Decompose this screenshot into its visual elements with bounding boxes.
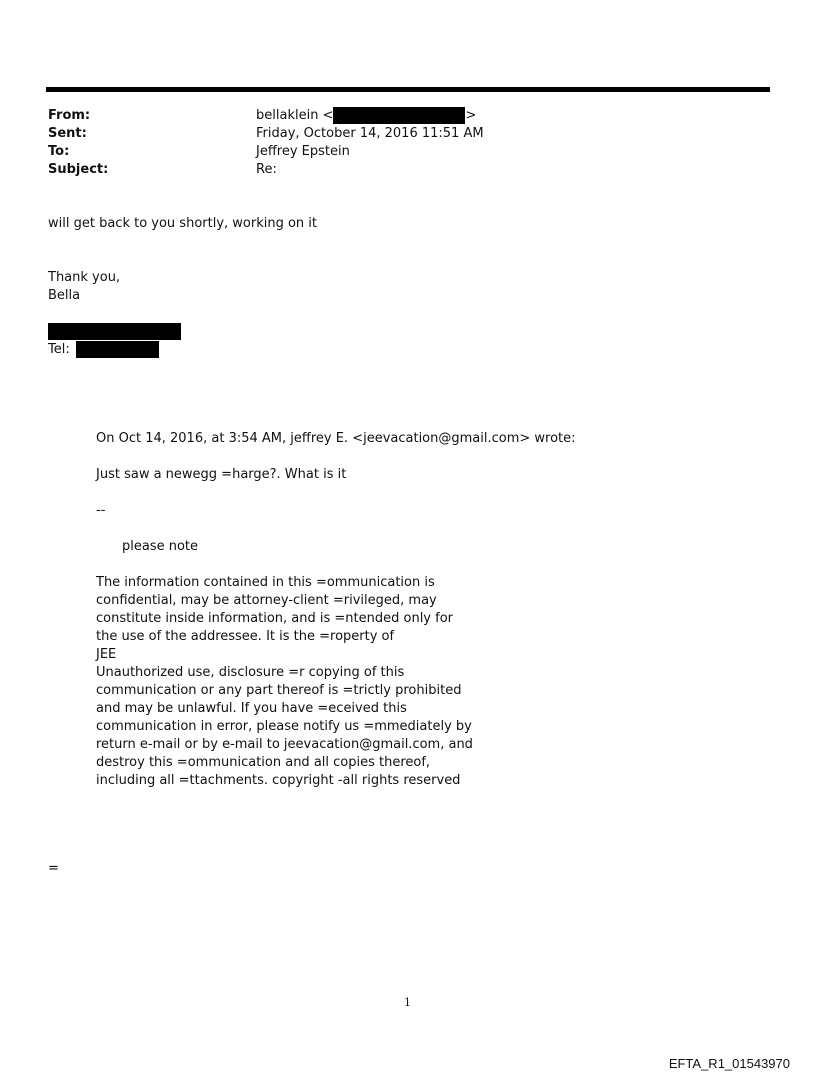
- disclaimer-line: the use of the addressee. It is the =roperty of: [96, 629, 395, 644]
- quoted-note: please note: [122, 539, 199, 554]
- disclaimer-line: The information contained in this =ommunication is: [96, 575, 435, 590]
- from-label: From:: [48, 108, 91, 123]
- signature-name: Bella: [48, 288, 81, 303]
- disclaimer-line: Unauthorized use, disclosure =r copying of this: [96, 665, 405, 680]
- redacted-email: [333, 107, 465, 124]
- trailing-mark: =: [48, 861, 59, 876]
- to-label: To:: [48, 144, 70, 159]
- disclaimer-line: JEE: [96, 647, 117, 662]
- sent-label: Sent:: [48, 126, 87, 141]
- body-message: will get back to you shortly, working on it: [48, 216, 318, 231]
- disclaimer-line: communication or any part thereof is =trictly prohibited: [96, 683, 462, 698]
- subject-label: Subject:: [48, 162, 109, 177]
- document-id: EFTA_R1_01543970: [668, 1056, 790, 1071]
- disclaimer-line: communication in error, please notify us =mmediately by: [96, 719, 472, 734]
- subject-value: Re:: [256, 162, 277, 177]
- disclaimer-line: confidential, may be attorney-client =rivileged, may: [96, 593, 437, 608]
- header-rule: [46, 87, 770, 92]
- page-number: 1: [404, 996, 411, 1009]
- from-value: bellaklein < >: [256, 108, 477, 123]
- disclaimer-line: including all =ttachments. copyright -all rights reserved: [96, 773, 461, 788]
- to-value: Jeffrey Epstein: [256, 144, 350, 159]
- quoted-separator: --: [96, 503, 106, 518]
- tel-label: Tel:: [48, 342, 70, 357]
- quoted-intro: On Oct 14, 2016, at 3:54 AM, jeffrey E. <jeevacation@gmail.com> wrote:: [96, 431, 576, 446]
- disclaimer-line: return e-mail or by e-mail to jeevacation@gmail.com, and: [96, 737, 473, 752]
- disclaimer: [96, 574, 473, 790]
- quoted-message: Just saw a newegg =harge?. What is it: [96, 467, 347, 482]
- sent-value: Friday, October 14, 2016 11:51 AM: [256, 126, 484, 141]
- redacted-signature: [48, 323, 181, 340]
- body-thanks: Thank you,: [48, 270, 121, 285]
- tel-row: [48, 341, 159, 359]
- redacted-phone: [76, 341, 159, 358]
- disclaimer-line: destroy this =ommunication and all copies thereof,: [96, 755, 431, 770]
- disclaimer-line: and may be unlawful. If you have =eceived this: [96, 701, 407, 716]
- disclaimer-line: constitute inside information, and is =ntended only for: [96, 611, 454, 626]
